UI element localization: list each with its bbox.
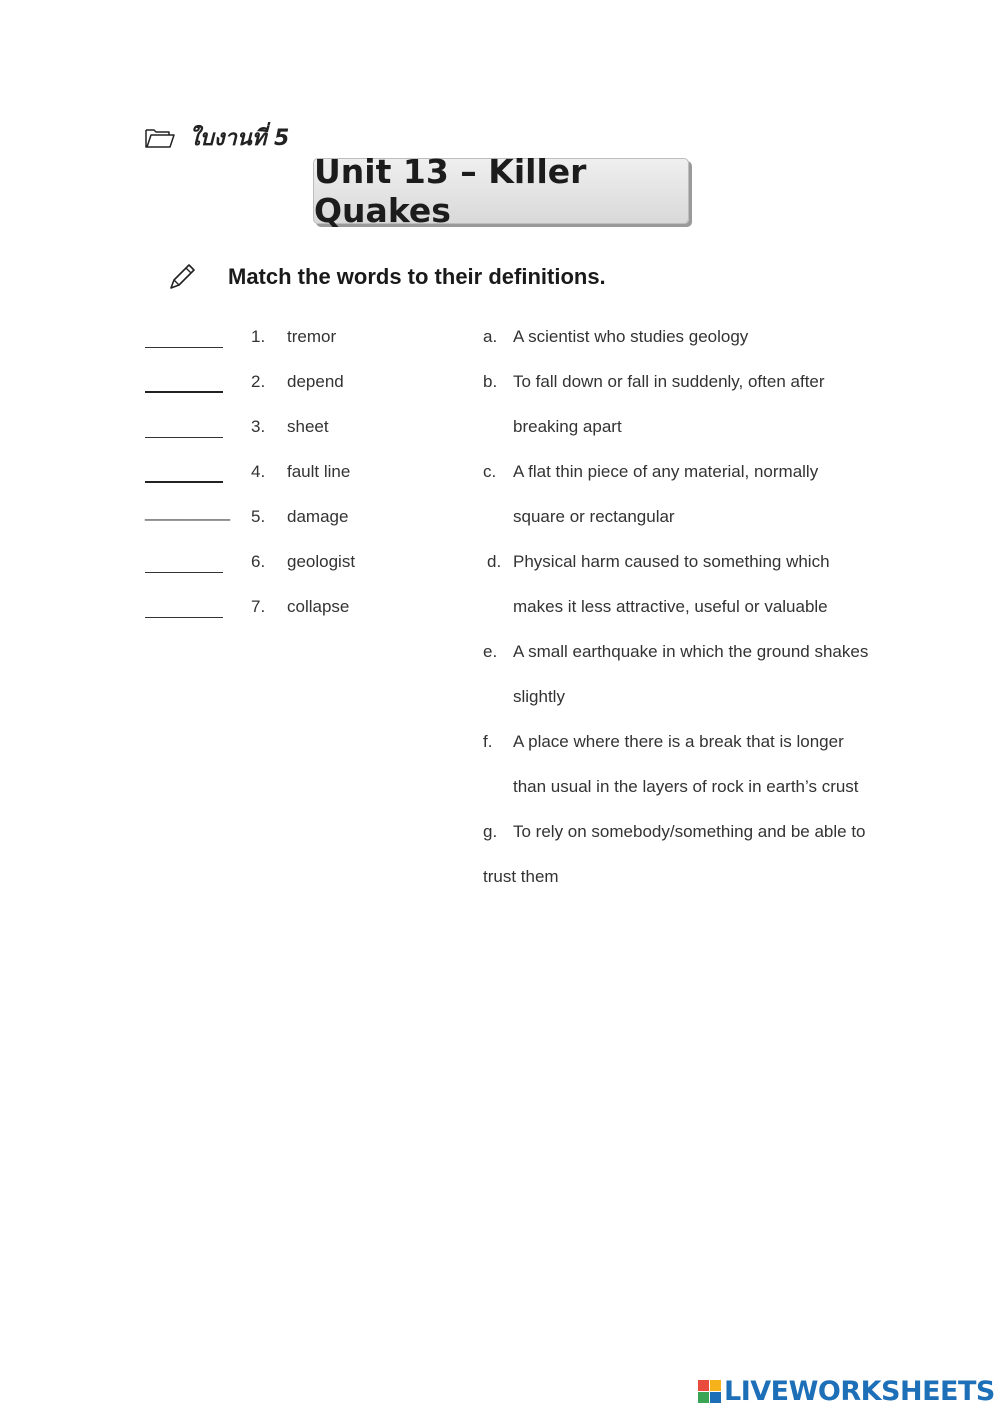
definition-text: To rely on somebody/something and be able to [513,822,866,841]
pencil-icon [167,262,197,292]
definition-b [483,365,903,410]
word: tremor [287,327,337,346]
definition-text: breaking apart [513,417,622,436]
word-number: 3. [251,417,266,436]
definition-text: Physical harm caused to something which [513,552,830,571]
definition-text: square or rectangular [513,507,675,526]
folder-icon [145,127,175,149]
logo-text: LIVEWORKSHEETS [724,1376,995,1407]
logo-mark-icon [698,1380,721,1403]
definition-text: trust them [483,867,559,886]
word: damage [287,507,349,526]
definition-text: A flat thin piece of any material, normally [513,462,819,481]
word-list [145,320,465,635]
definition-e [483,635,903,680]
worksheet-label: ใบงานที่ 5 [189,126,290,151]
answer-blank-6[interactable] [145,572,223,573]
word-row [145,320,465,365]
definition-text: To fall down or fall in suddenly, often after [513,372,825,391]
definition-g [483,815,903,860]
definition-e-cont [483,680,903,725]
word-number: 6. [251,552,266,571]
word-row [145,455,465,500]
definition-g-cont [483,860,903,905]
word-number: 1. [251,327,266,346]
answer-blank-3[interactable] [145,437,223,438]
definition-text: makes it less attractive, useful or valuable [513,597,828,616]
definition-letter: b. [483,372,498,391]
definition-a [483,320,903,365]
definition-f-cont [483,770,903,815]
definition-c-cont [483,500,903,545]
word-row [145,590,465,635]
word: geologist [287,552,356,571]
word-row [145,410,465,455]
instruction [167,262,606,292]
answer-blank-1[interactable] [145,347,223,348]
word: collapse [287,597,350,616]
definition-letter: a. [483,327,498,346]
word-number: 7. [251,597,266,616]
word-row [145,545,465,590]
title-banner [313,152,689,230]
definition-text: than usual in the layers of rock in earth’s crust [513,777,859,796]
definition-letter: f. [483,732,493,751]
word-number: 5. [251,507,266,526]
definition-list [483,320,903,905]
definition-text: slightly [513,687,565,706]
word: depend [287,372,344,391]
liveworksheets-logo [698,1376,995,1407]
instruction-text: Match the words to their definitions. [228,264,606,289]
definition-d-cont [483,590,903,635]
answer-blank-7[interactable] [145,617,223,618]
word-row [145,365,465,410]
word: sheet [287,417,329,436]
definition-letter: g. [483,822,498,841]
definition-b-cont [483,410,903,455]
page-title: Unit 13 – Killer Quakes [314,152,587,230]
definition-f [483,725,903,770]
word-number: 2. [251,372,266,391]
definition-letter: d. [487,552,502,571]
answer-blank-4[interactable] [145,481,223,483]
worksheet-header [145,120,289,155]
definition-text: A place where there is a break that is longer [513,732,844,751]
definition-letter: e. [483,642,498,661]
definition-letter: c. [483,462,497,481]
definition-d [483,545,903,590]
word: fault line [287,462,351,481]
answer-blank-2[interactable] [145,391,223,393]
definition-c [483,455,903,500]
definition-text: A small earthquake in which the ground shakes [513,642,869,661]
definition-text: A scientist who studies geology [513,327,749,346]
word-row: _________ 5. damage [145,502,349,526]
word-number: 4. [251,462,266,481]
